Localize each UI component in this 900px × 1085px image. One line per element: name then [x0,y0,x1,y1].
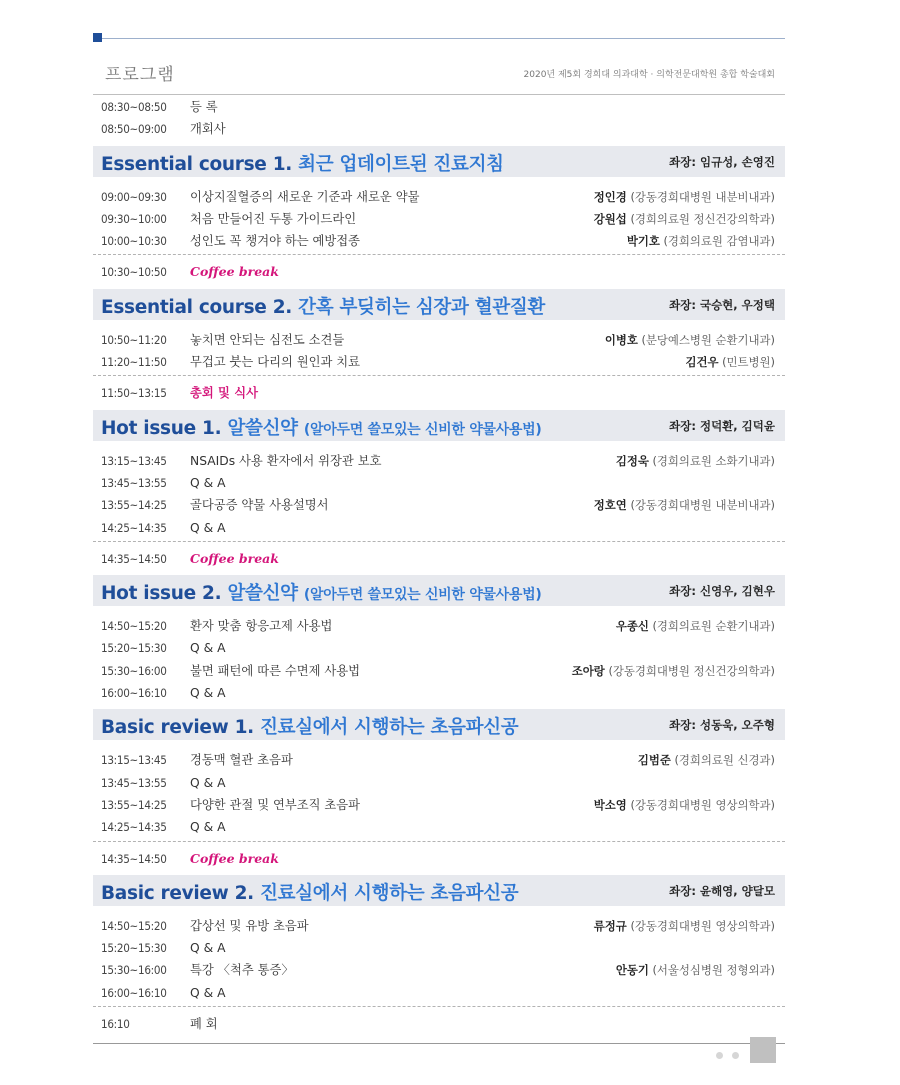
schedule-row [93,230,785,252]
session-title [101,414,541,440]
speaker-info [685,351,775,373]
time-slot: 13:45~13:55 [101,475,167,490]
time-slot: 14:35~14:50 [101,851,167,866]
schedule-row [93,772,785,794]
schedule-row [93,208,785,230]
session-chairs: 좌장: 윤해영, 양달모 [669,883,775,898]
schedule-row [93,351,785,373]
speaker-name: 박기호 [626,234,660,249]
schedule-row [93,848,785,870]
session-title [101,579,541,605]
time-slot: 13:55~14:25 [101,498,167,513]
speaker-affiliation: (경희의료원 순환기내과) [652,619,775,634]
schedule-row [93,937,785,959]
speaker-info [594,208,775,230]
talk-title: Q & A [190,520,226,535]
program-list [93,96,785,1035]
schedule-row [93,660,785,682]
talk-title: 특강 〈척추 통증〉 [190,963,294,978]
talk-title: Q & A [190,775,226,790]
speaker-affiliation: (민트병원) [722,355,775,370]
talk-title: 폐 회 [190,1017,218,1032]
talk-title: 이상지질혈증의 새로운 기준과 새로운 약물 [190,189,420,204]
time-slot: 15:20~15:30 [101,941,167,956]
dashed-divider [93,375,785,377]
blue-square-marker [93,33,102,42]
schedule-row [93,517,785,539]
talk-title: 골다공증 약물 사용설명서 [190,498,329,513]
page-marker [714,1037,776,1063]
dashed-divider [93,541,785,543]
session-topic: 진료실에서 시행하는 초음파신공 [260,717,519,739]
session-topic-note: (알아두면 쓸모있는 신비한 약물사용법) [303,587,542,604]
schedule-row [93,548,785,570]
schedule-row [93,186,785,208]
page-box [750,1037,776,1063]
session-header [93,146,785,177]
session-title [101,713,518,739]
schedule-row [93,261,785,283]
schedule-row [93,1013,785,1035]
session-label: Hot issue 1. [101,417,222,439]
time-slot: 10:00~10:30 [101,234,167,249]
schedule-row [93,637,785,659]
session-header [93,709,785,740]
session-chairs: 좌장: 성동욱, 오주형 [669,718,775,733]
speaker-info [616,615,775,637]
session-topic: 진료실에서 시행하는 초음파신공 [260,882,519,904]
session-label: Basic review 2. [101,882,254,904]
speaker-info [594,794,775,816]
talk-title: Coffee break [190,264,279,280]
speaker-affiliation: (강동경희대병원 내분비내과) [630,498,775,513]
time-slot: 11:50~13:15 [101,386,167,401]
speaker-name: 조아랑 [571,663,605,678]
time-slot: 14:50~15:20 [101,619,167,634]
schedule-row [93,118,785,140]
time-slot: 13:15~13:45 [101,453,167,468]
dashed-divider [93,841,785,843]
schedule-row [93,816,785,838]
time-slot: 15:30~16:00 [101,663,167,678]
top-line [102,38,785,39]
session-title [101,150,504,176]
talk-title: 다양한 관절 및 연부조직 초음파 [190,797,361,812]
talk-title: 경동맥 혈관 초음파 [190,753,293,768]
session-chairs: 좌장: 임규성, 손영진 [669,154,775,169]
session-title [101,879,518,905]
speaker-affiliation: (강동경희대병원 영상의학과) [630,797,775,812]
time-slot: 16:00~16:10 [101,686,167,701]
talk-title: 성인도 꼭 챙겨야 하는 예방접종 [190,234,361,249]
dashed-divider [93,1006,785,1008]
talk-title: Coffee break [190,850,279,866]
speaker-affiliation: (경희의료원 신경과) [674,753,775,768]
time-slot: 14:25~14:35 [101,520,167,535]
session-label: Basic review 1. [101,717,254,739]
page-header [93,58,785,95]
schedule-row [93,794,785,816]
session-chairs: 좌장: 국승현, 우정택 [669,297,775,312]
session-label: Hot issue 2. [101,583,222,605]
schedule-row [93,382,785,404]
talk-title: Q & A [190,475,226,490]
speaker-info [572,660,775,682]
speaker-name: 김범준 [637,753,671,768]
talk-title: 갑상선 및 유방 초음파 [190,918,309,933]
time-slot: 13:15~13:45 [101,753,167,768]
time-slot: 10:50~11:20 [101,332,167,347]
talk-title: NSAIDs 사용 환자에서 위장관 보호 [190,453,382,468]
talk-title: 등 록 [190,100,218,114]
schedule-row [93,915,785,937]
talk-title: 불면 패턴에 따른 수면제 사용법 [190,663,361,678]
speaker-affiliation: (경희의료원 정신건강의학과) [630,211,775,226]
dashed-divider [93,254,785,256]
speaker-affiliation: (강동경희대병원 내분비내과) [630,189,775,204]
speaker-affiliation: (경희의료원 소화기내과) [652,453,775,468]
talk-title: Q & A [190,985,226,1000]
page-title: 프로그램 [105,65,175,85]
session-title [101,293,545,319]
session-topic: 최근 업데이트된 진료지침 [298,153,504,175]
time-slot: 10:30~10:50 [101,265,167,280]
session-header [93,289,785,320]
speaker-name: 류정규 [593,918,627,933]
time-slot: 08:30~08:50 [101,100,167,114]
speaker-name: 김건우 [685,355,719,370]
session-header [93,410,785,441]
event-subtitle: 2020년 제5회 경희대 의과대학 · 의학전문대학원 총합 학술대회 [523,70,775,80]
talk-title: 환자 맞춤 항응고제 사용법 [190,619,333,634]
schedule-row [93,96,785,118]
talk-title: 총회 및 식사 [190,386,258,401]
talk-title: Q & A [190,941,226,956]
session-chairs: 좌장: 신영우, 김현우 [669,584,775,599]
talk-title: Q & A [190,641,226,656]
pager-dot [716,1052,723,1059]
session-header [93,575,785,606]
time-slot: 16:10 [101,1017,130,1032]
speaker-affiliation: (강동경희대병원 영상의학과) [630,918,775,933]
talk-title: 무겁고 붓는 다리의 원인과 치료 [190,355,361,370]
talk-title: Q & A [190,686,226,701]
talk-title: Coffee break [190,550,279,566]
speaker-name: 안동기 [615,963,649,978]
time-slot: 08:50~09:00 [101,122,167,137]
schedule-row [93,982,785,1004]
speaker-affiliation: (강동경희대병원 정신건강의학과) [608,663,775,678]
time-slot: 13:45~13:55 [101,775,167,790]
time-slot: 16:00~16:10 [101,985,167,1000]
time-slot: 11:20~11:50 [101,355,167,370]
speaker-name: 우종신 [615,619,649,634]
bottom-rule [93,1043,785,1044]
talk-title: 놓치면 안되는 심전도 소견들 [190,332,345,347]
speaker-affiliation: (경희의료원 감염내과) [663,234,775,249]
speaker-name: 정인경 [593,189,627,204]
speaker-name: 김정욱 [615,453,649,468]
speaker-info [594,186,775,208]
session-label: Essential course 2. [101,296,292,318]
time-slot: 09:00~09:30 [101,189,167,204]
speaker-info [627,230,775,252]
talk-title: Q & A [190,820,226,835]
schedule-row [93,494,785,516]
schedule-row [93,959,785,981]
time-slot: 09:30~10:00 [101,211,167,226]
speaker-name: 정호연 [593,498,627,513]
speaker-info [616,450,775,472]
speaker-info [638,749,775,771]
speaker-affiliation: (분당예스병원 순환기내과) [641,332,775,347]
schedule-row [93,682,785,704]
schedule-row [93,615,785,637]
session-topic-note: (알아두면 쓸모있는 신비한 약물사용법) [303,421,542,438]
session-topic: 알쓸신약 [227,417,298,439]
speaker-info [594,494,775,516]
schedule-row [93,450,785,472]
time-slot: 15:30~16:00 [101,963,167,978]
time-slot: 14:50~15:20 [101,918,167,933]
schedule-row [93,472,785,494]
talk-title: 개회사 [190,122,226,137]
speaker-name: 이병호 [604,332,638,347]
time-slot: 15:20~15:30 [101,641,167,656]
session-topic: 알쓸신약 [227,583,298,605]
speaker-info [605,329,775,351]
session-topic: 간혹 부딪히는 심장과 혈관질환 [298,296,546,318]
top-rule [93,33,785,43]
speaker-name: 박소영 [593,797,627,812]
talk-title: 처음 만들어진 두통 가이드라인 [190,211,357,226]
time-slot: 13:55~14:25 [101,797,167,812]
speaker-affiliation: (서울성심병원 정형외과) [652,963,775,978]
speaker-info [616,959,775,981]
pager-dot [732,1052,739,1059]
time-slot: 14:25~14:35 [101,820,167,835]
speaker-name: 강원섭 [593,211,627,226]
speaker-info [594,915,775,937]
time-slot: 14:35~14:50 [101,551,167,566]
session-chairs: 좌장: 정덕환, 김덕윤 [669,418,775,433]
session-label: Essential course 1. [101,153,292,175]
schedule-row [93,329,785,351]
session-header [93,875,785,906]
schedule-row [93,749,785,771]
